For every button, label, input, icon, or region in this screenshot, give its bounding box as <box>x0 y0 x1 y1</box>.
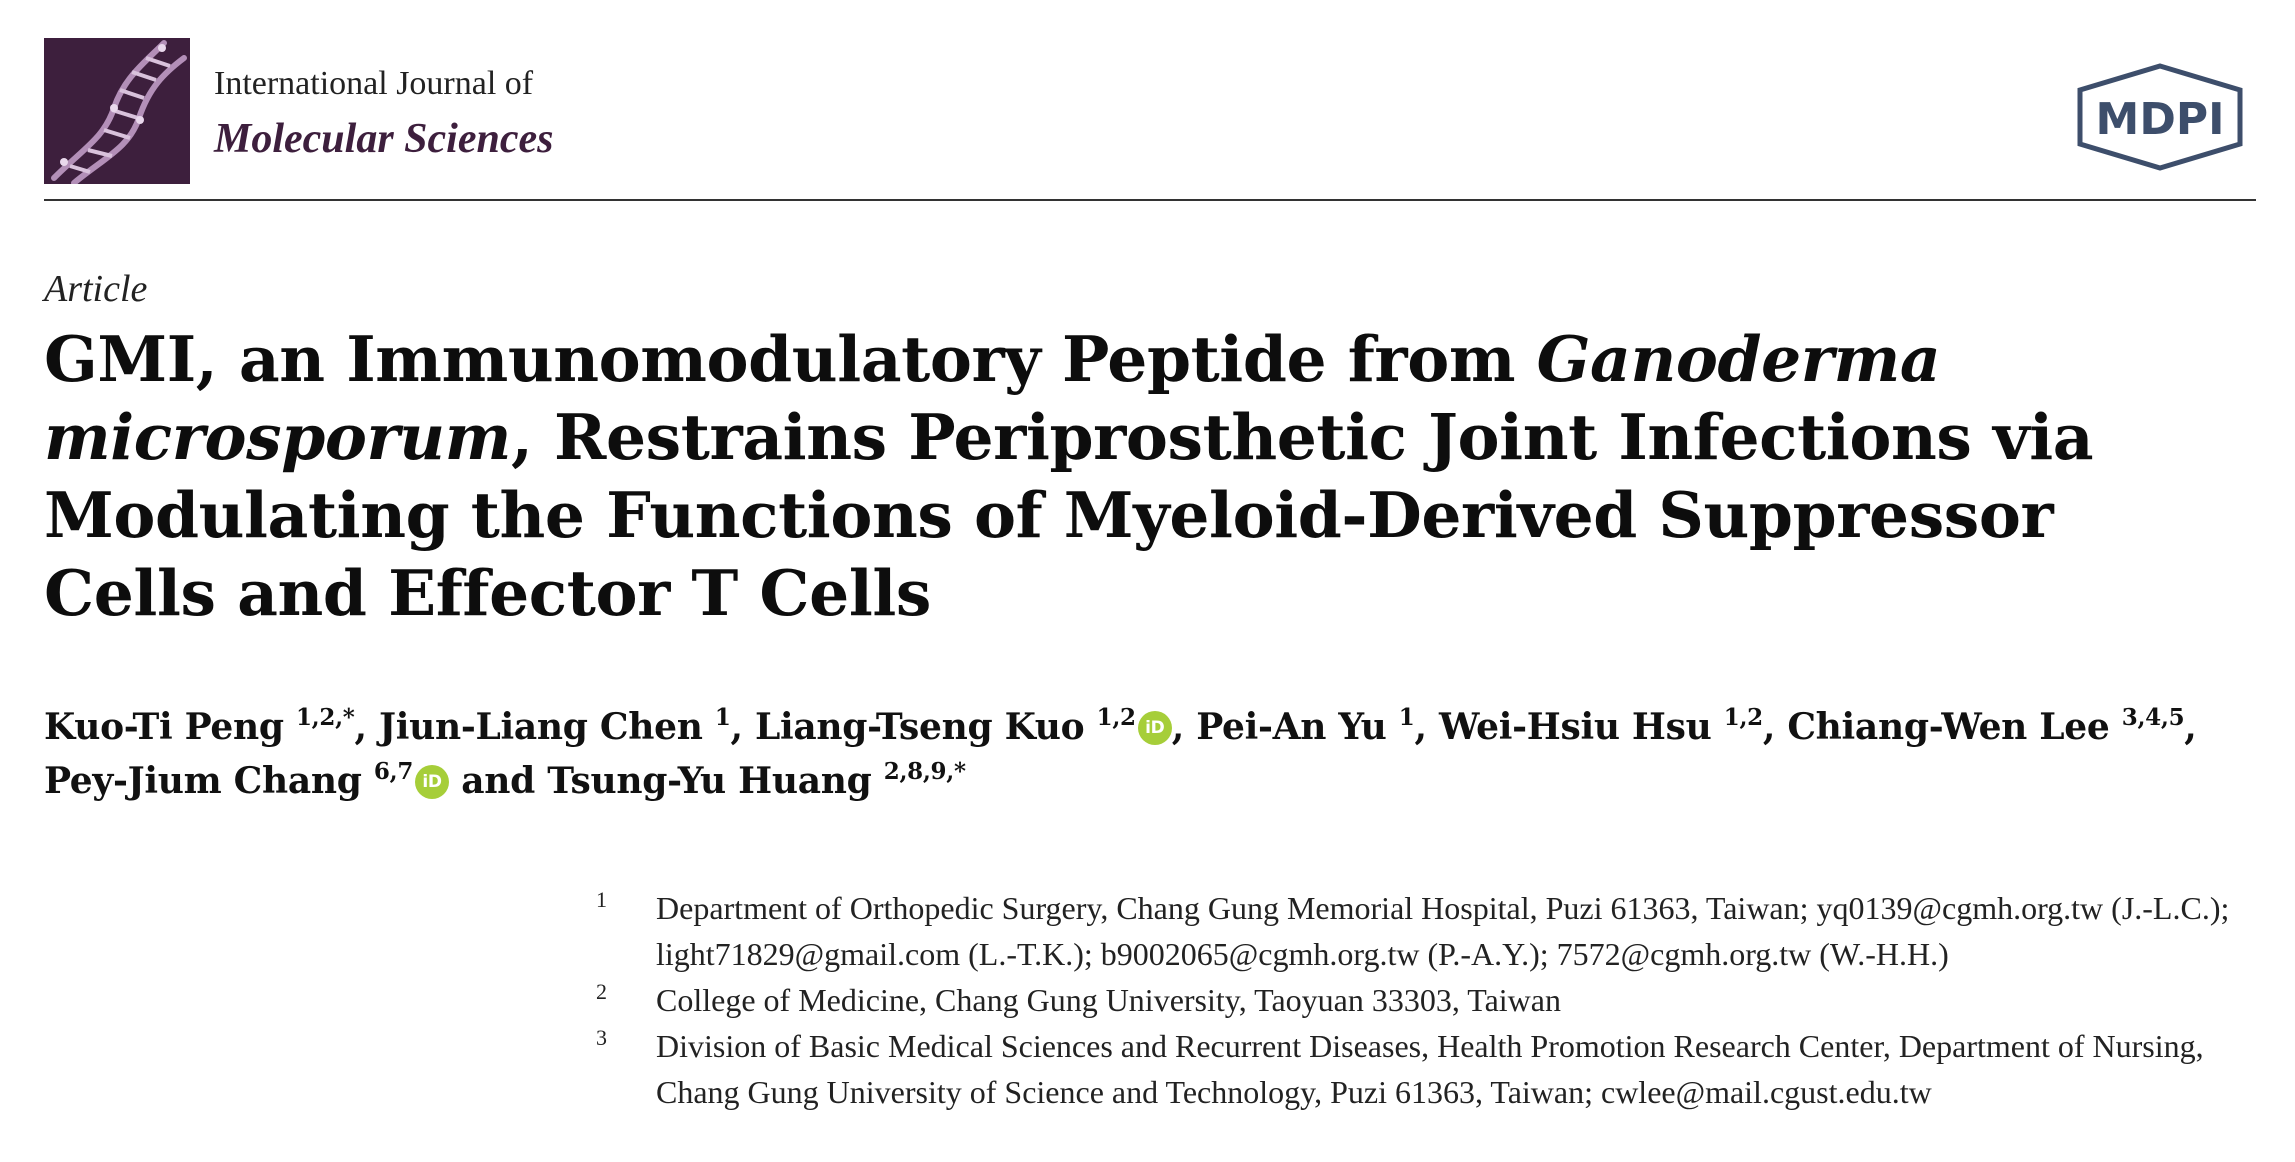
mdpi-hexagon-icon <box>2070 62 2250 172</box>
journal-logo <box>44 38 190 184</box>
affiliation-list <box>596 885 2276 1115</box>
affiliation-text: Department of Orthopedic Surgery, Chang Gung Memorial Hospital, Puzi 61363, Taiwan; yq0139@cgmh.org.tw (J.-L.C.); light71829@gmail.com (L.-T.K.); b9002065@cgmh.org.tw (P.-A.Y.); 7572@cgmh.org.tw (W.-H.H.) <box>656 890 2230 972</box>
author-affiliation-marks: 2,8,9,* <box>883 758 966 785</box>
affiliation-number: 1 <box>596 887 607 912</box>
author-name: Liang-Tseng Kuo <box>755 706 1085 748</box>
journal-name-line2: Molecular Sciences <box>214 116 554 162</box>
author-affiliation-marks: 1 <box>1398 704 1415 731</box>
author-affiliation-marks: 3,4,5 <box>2121 704 2185 731</box>
author-name: Kuo-Ti Peng <box>44 706 284 748</box>
author-separator: and <box>449 760 548 802</box>
author-affiliation-marks: 1 <box>714 704 731 731</box>
affiliation-text: College of Medicine, Chang Gung University, Taoyuan 33303, Taiwan <box>656 982 1561 1018</box>
author[interactable] <box>1196 706 1414 748</box>
affiliation-item <box>596 1023 2276 1115</box>
author[interactable] <box>547 760 965 802</box>
author-separator: , <box>354 706 379 748</box>
author[interactable] <box>44 706 355 748</box>
mdpi-logo-text: MDPI <box>2095 94 2225 145</box>
author[interactable] <box>1787 706 2184 748</box>
affiliation-item <box>596 977 2276 1023</box>
title-part2: , Restrains Periprosthetic Joint Infections via Modulating the Functions of Myeloid-Derived Suppressor Cells and Effector T Cells <box>44 400 2094 630</box>
affiliation-number: 3 <box>596 1025 607 1050</box>
header-divider <box>44 199 2256 201</box>
dna-helix-icon <box>44 38 190 184</box>
author[interactable] <box>379 706 731 748</box>
author-affiliation-marks: 6,7 <box>373 758 414 785</box>
publisher-logo <box>2070 62 2250 172</box>
author[interactable] <box>1439 706 1763 748</box>
author-name: Chiang-Wen Lee <box>1787 706 2110 748</box>
title-part1: GMI, an Immunomodulatory Peptide from <box>44 322 1537 396</box>
author-separator: , <box>2184 706 2197 748</box>
article-type: Article <box>44 268 148 310</box>
author-list <box>44 700 2264 808</box>
author-separator: , <box>1414 706 1439 748</box>
author-separator: , <box>1762 706 1788 748</box>
author[interactable] <box>755 706 1172 748</box>
orcid-icon[interactable]: iD <box>1138 711 1172 745</box>
title-species: Ganoderma microsporum <box>44 322 1941 474</box>
journal-name-line1: International Journal of <box>214 65 534 102</box>
author-affiliation-marks: 1,2 <box>1096 704 1136 731</box>
author-affiliation-marks: 1,2,* <box>295 704 355 731</box>
affiliation-number: 2 <box>596 979 607 1004</box>
author-name: Pei-An Yu <box>1196 706 1387 748</box>
author-affiliation-marks: 1,2 <box>1723 704 1763 731</box>
author-name: Jiun-Liang Chen <box>378 706 703 748</box>
author-name: Wei-Hsiu Hsu <box>1438 706 1712 748</box>
author-separator: , <box>730 706 756 748</box>
author-name: Pey-Jium Chang <box>44 760 362 802</box>
author-separator: , <box>1171 706 1197 748</box>
orcid-icon[interactable]: iD <box>415 765 449 799</box>
article-title <box>44 320 2244 632</box>
affiliation-item <box>596 885 2276 977</box>
author-name: Tsung-Yu Huang <box>547 760 872 802</box>
author[interactable] <box>44 760 449 802</box>
affiliation-text: Division of Basic Medical Sciences and Recurrent Diseases, Health Promotion Research Center, Department of Nursing, Chang Gung University of Science and Technology, Puzi 61363, Taiwan; cwlee@mail.cgust.edu.tw <box>656 1028 2204 1110</box>
